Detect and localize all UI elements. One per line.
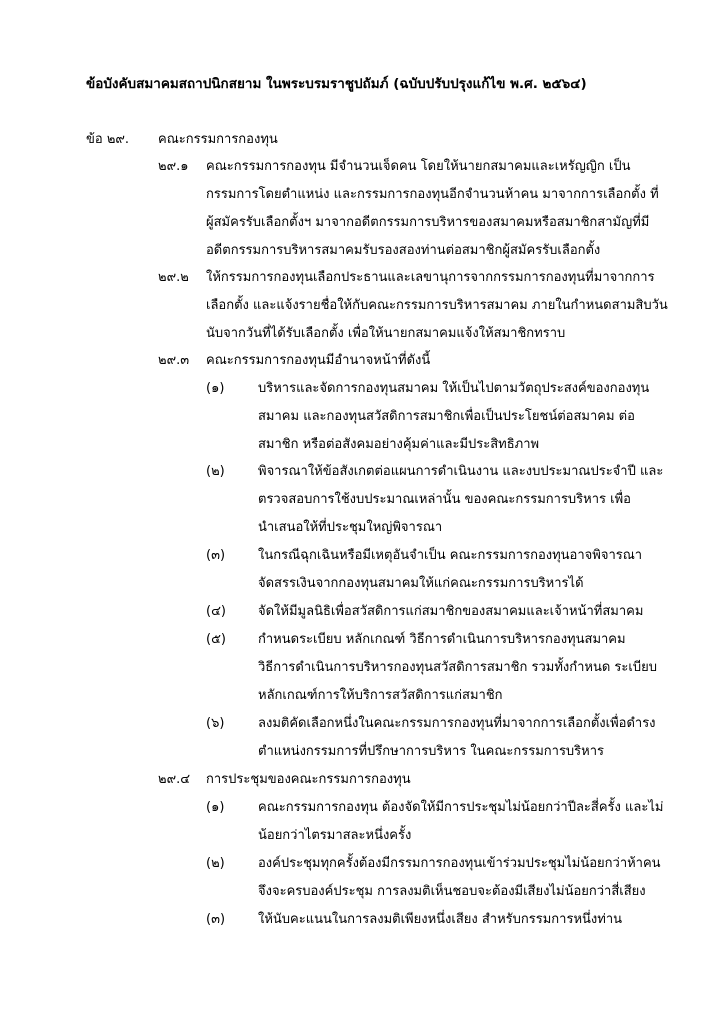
item-number: (๕) (206, 632, 226, 647)
clause-number: ๒๙.๓ (158, 353, 190, 368)
item-number: (๓) (206, 912, 226, 927)
item-number: (๓) (206, 548, 226, 563)
item-line: จึงจะครบองค์ประชุม การลงมติเห็นชอบจะต้องมีเสียงไม่น้อยกว่าสี่เสียง (258, 884, 646, 899)
clause-number: ๒๙.๔ (158, 772, 191, 787)
item-line: ในกรณีฉุกเฉินหรือมีเหตุอันจำเป็น คณะกรรมการกองทุนอาจพิจารณา (258, 548, 643, 563)
article-number: ข้อ ๒๙. (86, 132, 130, 147)
item-number: (๒) (206, 464, 225, 479)
item-number: (๑) (206, 381, 225, 396)
item-line: ให้นับคะแนนในการลงมติเพียงหนึ่งเสียง สำหรับกรรมการหนึ่งท่าน (258, 912, 623, 927)
item-line: นำเสนอให้ที่ประชุมใหญ่พิจารณา (258, 520, 443, 535)
item-line: จัดให้มีมูลนิธิเพื่อสวัสดิการแก่สมาชิกของสมาคมและเจ้าหน้าที่สมาคม (258, 604, 644, 619)
clause-number: ๒๙.๑ (158, 159, 189, 174)
item-line: สมาชิก หรือต่อสังคมอย่างคุ้มค่าและมีประสิทธิภาพ (258, 437, 540, 452)
clause-number: ๒๙.๒ (158, 270, 189, 285)
item-number: (๔) (206, 604, 226, 619)
item-line: สมาคม และกองทุนสวัสดิการสมาชิกเพื่อเป็นประโยชน์ต่อสมาคม ต่อ (258, 409, 635, 424)
item-line: จัดสรรเงินจากกองทุนสมาคมให้แก่คณะกรรมการบริหารได้ (258, 576, 584, 591)
item-line: วิธีการดำเนินการบริหารกองทุนสวัสดิการสมาชิก รวมทั้งกำหนด ระเบียบ (258, 660, 657, 675)
clause-line: นับจากวันที่ได้รับเลือกตั้ง เพื่อให้นายกสมาคมแจ้งให้สมาชิกทราบ (206, 326, 566, 341)
document-title: ข้อบังคับสมาคมสถาปนิกสยาม ในพระบรมราชูปถัมภ์ (ฉบับปรับปรุงแก้ไข พ.ศ. ๒๕๖๔) (86, 76, 587, 92)
clause-line: คณะกรรมการกองทุนมีอำนาจหน้าที่ดังนี้ (206, 353, 431, 368)
item-line: บริหารและจัดการกองทุนสมาคม ให้เป็นไปตามวัตถุประสงค์ของกองทุน (258, 381, 650, 396)
clause-line: กรรมการโดยตำแหน่ง และกรรมการกองทุนอีกจำนวนห้าคน มาจากการเลือกตั้ง ที่ (206, 187, 659, 202)
clause-line: เลือกตั้ง และแจ้งรายชื่อให้กับคณะกรรมการบริหารสมาคม ภายในกำหนดสามสิบวัน (206, 298, 668, 313)
item-line: หลักเกณฑ์การให้บริการสวัสดิการแก่สมาชิก (258, 688, 503, 703)
item-number: (๖) (206, 716, 225, 731)
item-line: ตรวจสอบการใช้งบประมาณเหล่านั้น ของคณะกรรมการบริหาร เพื่อ (258, 492, 631, 507)
item-line: ตำแหน่งกรรมการที่ปรึกษาการบริหาร ในคณะกรรมการบริหาร (258, 744, 605, 759)
clause-line: การประชุมของคณะกรรมการกองทุน (206, 772, 411, 787)
clause-line: คณะกรรมการกองทุน มีจำนวนเจ็ดคน โดยให้นายกสมาคมและเหรัญญิก เป็น (206, 159, 631, 174)
item-line: องค์ประชุมทุกครั้งต้องมีกรรมการกองทุนเข้าร่วมประชุมไม่น้อยกว่าห้าคน (258, 856, 661, 871)
item-line: คณะกรรมการกองทุน ต้องจัดให้มีการประชุมไม่น้อยกว่าปีละสี่ครั้ง และไม่ (258, 800, 664, 815)
clause-line: ให้กรรมการกองทุนเลือกประธานและเลขานุการจากกรรมการกองทุนที่มาจากการ (206, 270, 655, 285)
article-heading: คณะกรรมการกองทุน (158, 132, 278, 147)
item-line: กำหนดระเบียบ หลักเกณฑ์ วิธีการดำเนินการบริหารกองทุนสมาคม (258, 632, 626, 647)
item-line: น้อยกว่าไตรมาสละหนึ่งครั้ง (258, 828, 412, 843)
item-line: พิจารณาให้ข้อสังเกตต่อแผนการดำเนินงาน และงบประมาณประจำปี และ (258, 464, 664, 479)
item-line: ลงมติคัดเลือกหนึ่งในคณะกรรมการกองทุนที่มาจากการเลือกตั้งเพื่อดำรง (258, 716, 656, 731)
clause-line: อดีตกรรมการบริหารสมาคมรับรองสองท่านต่อสมาชิกผู้สมัครรับเลือกตั้ง (206, 243, 601, 258)
item-number: (๒) (206, 856, 225, 871)
item-number: (๑) (206, 800, 225, 815)
clause-line: ผู้สมัครรับเลือกตั้งฯ มาจากอดีตกรรมการบริหารของสมาคมหรือสมาชิกสามัญที่มี (206, 215, 650, 230)
